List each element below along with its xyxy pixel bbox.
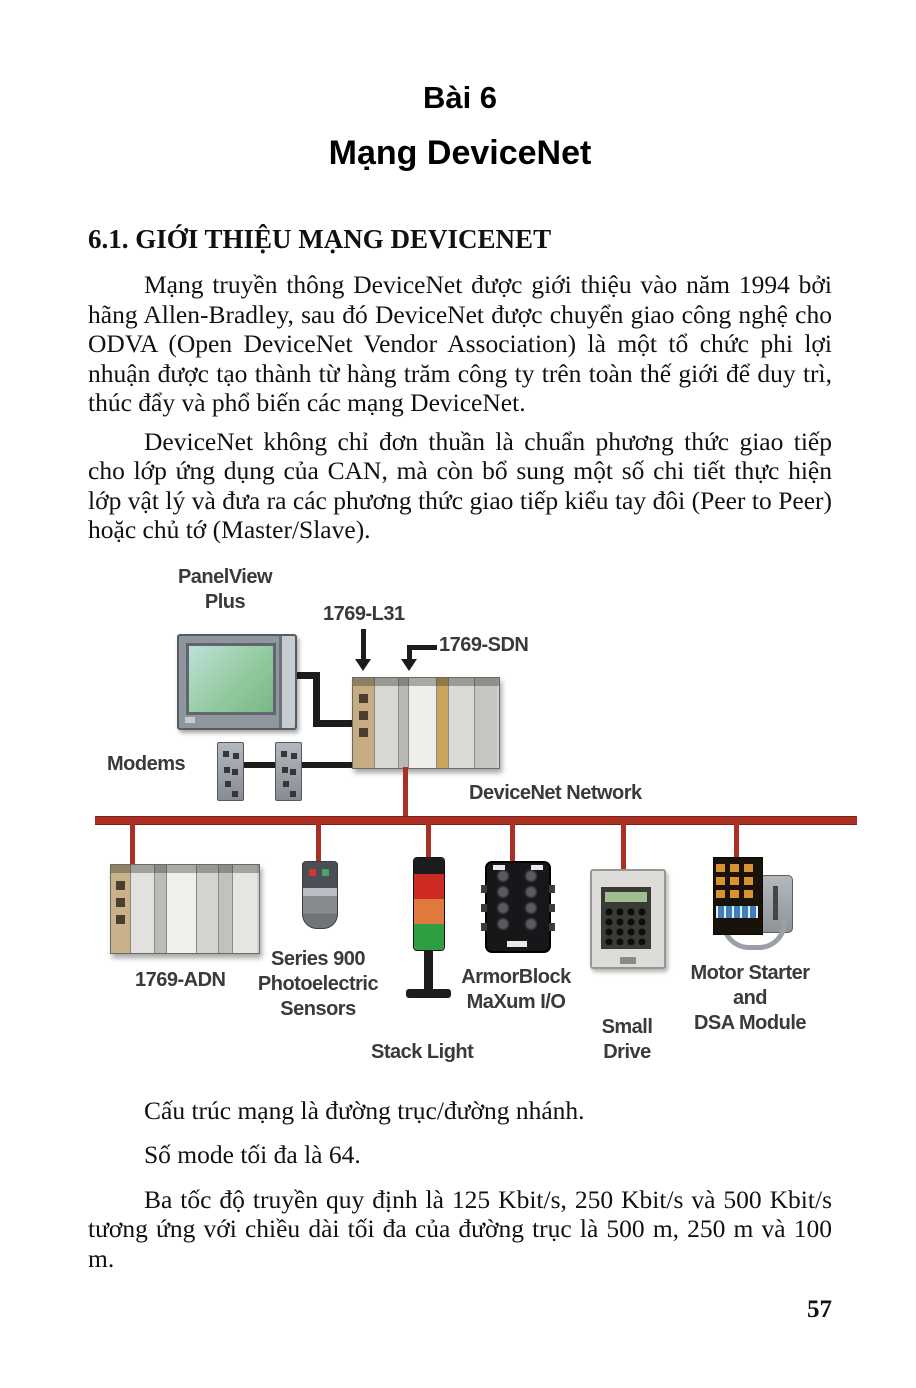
- sdn-label: 1769-SDN: [439, 633, 529, 656]
- rack-module: [219, 865, 233, 953]
- rack-module: [155, 865, 167, 953]
- l31-arrow-line: [361, 629, 366, 661]
- modem-link-cable: [242, 762, 275, 768]
- rack-module: [409, 678, 437, 768]
- devicenet-network-label: DeviceNet Network: [469, 781, 642, 804]
- rack-module: [437, 678, 449, 768]
- note-max-nodes: Số mode tối đa là 64.: [144, 1140, 361, 1169]
- plc-rack-device: [352, 677, 500, 769]
- branch-drop-line: [510, 824, 515, 861]
- stack-light-label: Stack Light: [371, 1040, 474, 1063]
- paragraph-intro: Mạng truyền thông DeviceNet được giới thiệu vào năm 1994 bởi hãng Allen-Bradley, sau đó DeviceNet được chuyển giao công nghệ cho ODVA (Open DeviceNet Vendor Association) là một tổ chức phi lợi nhuận được tạo thành từ hàng trăm công ty trên toàn thế giới để duy trì, thúc đẩy và phổ biến các mạng DeviceNet.: [88, 270, 832, 417]
- paragraph-can: DeviceNet không chỉ đơn thuần là chuẩn phương thức giao tiếp cho lớp ứng dụng của CAN, mà còn bổ sung một số chi tiết thực hiện lớp vật lý và đưa ra các phương thức giao tiếp kiểu tay đôi (Peer to Peer) hoặc chủ tớ (Master/Slave).: [88, 426, 832, 544]
- l31-label: 1769-L31: [323, 602, 405, 625]
- motor-starter-label-line2: and: [732, 986, 768, 1009]
- sensor-leds: [309, 869, 316, 876]
- modem-device: [275, 742, 302, 801]
- armorblock-connectors: [523, 868, 540, 932]
- small-drive-label-line1: Small: [601, 1015, 653, 1038]
- armorblock-slot: [531, 865, 543, 870]
- branch-drop-line: [130, 824, 135, 864]
- modem-device: [217, 742, 244, 801]
- section-heading: 6.1. GIỚI THIỆU MẠNG DEVICENET: [88, 224, 552, 254]
- dsa-module-slot: [773, 886, 778, 920]
- modems-label: Modems: [107, 752, 186, 775]
- rack-vents: [116, 881, 125, 890]
- devicenet-trunk-line: [95, 817, 857, 824]
- motor-starter-blue-stripe: [716, 906, 758, 918]
- branch-drop-line: [316, 824, 321, 861]
- panelview-button: [185, 717, 195, 723]
- drive-lcd-display: [605, 892, 647, 902]
- stack-light-device: [413, 857, 445, 951]
- armorblock-slot: [493, 865, 505, 870]
- branch-drop-line: [621, 824, 626, 869]
- stack-light-cap: [414, 858, 444, 874]
- panelview-screen: [186, 643, 276, 715]
- stack-light-pole: [424, 950, 433, 991]
- adn-label: 1769-ADN: [135, 968, 226, 991]
- rack-power-module: [111, 865, 131, 953]
- small-drive-label-line2: Drive: [603, 1040, 651, 1063]
- motor-starter-label: [685, 961, 815, 1036]
- armorblock-label-line2: MaXum I/O: [466, 990, 566, 1013]
- armorblock-side-ports: [549, 875, 555, 931]
- stack-light-base: [406, 989, 451, 998]
- armorblock-label-line1: ArmorBlock: [461, 965, 571, 988]
- lesson-title: Bài 6: [422, 80, 498, 115]
- photoelectric-sensor-device: [302, 861, 338, 929]
- stack-light-red-segment: [414, 874, 444, 899]
- panelview-label-line1: PanelView: [177, 565, 273, 588]
- modem-leds: [223, 751, 229, 757]
- series900-label-line2: Photoelectric: [257, 972, 379, 995]
- panelview-label: [145, 565, 305, 615]
- rack-module: [167, 865, 197, 953]
- armorblock-label: [451, 965, 581, 1015]
- rack-module: [475, 678, 497, 768]
- armorblock-side-ports: [481, 875, 487, 931]
- branch-drop-line: [734, 824, 739, 857]
- motor-starter-device: [713, 857, 763, 935]
- sdn-arrow-icon: [401, 659, 417, 671]
- rack-module: [399, 678, 409, 768]
- sdn-trunk-drop: [403, 767, 408, 817]
- adn-rack-device: [110, 864, 260, 954]
- note-topology: Cấu trúc mạng là đường trục/đường nhánh.: [144, 1095, 585, 1125]
- modem-plc-cable: [300, 762, 353, 768]
- rack-module: [233, 865, 257, 953]
- drive-port: [620, 957, 636, 964]
- series900-label-line1: Series 900: [271, 947, 365, 970]
- devicenet-network-figure: [85, 559, 867, 1071]
- monitor-cable-segment: [313, 672, 320, 727]
- rack-module: [375, 678, 399, 768]
- motor-starter-terminals: [716, 860, 758, 898]
- modem-leds: [281, 751, 287, 757]
- small-drive-label: [590, 1015, 664, 1065]
- page-number: 57: [807, 1296, 832, 1323]
- rack-vents: [359, 694, 368, 703]
- motor-starter-label-line3: DSA Module: [693, 1011, 807, 1034]
- rack-module: [197, 865, 219, 953]
- small-drive-device: [590, 869, 666, 969]
- series900-label-line3: Sensors: [280, 997, 356, 1020]
- l31-arrow-icon: [355, 659, 371, 671]
- drive-keypad-panel: [601, 887, 651, 949]
- motor-starter-label-line1: Motor Starter: [690, 961, 810, 984]
- note-baud-rates: Ba tốc độ truyền quy định là 125 Kbit/s, 250 Kbit/s và 500 Kbit/s tương ứng với chiều dài tối đa của đường trục là 500 m, 250 m và 100 m.: [88, 1184, 832, 1273]
- lesson-subtitle: Mạng DeviceNet: [328, 134, 592, 172]
- rack-power-module: [353, 678, 375, 768]
- armorblock-connectors: [495, 868, 512, 932]
- drive-keys: [604, 907, 648, 945]
- rack-module: [449, 678, 475, 768]
- monitor-cable-segment: [313, 720, 353, 727]
- panelview-device: [177, 634, 297, 730]
- rack-module: [131, 865, 155, 953]
- series900-label: [233, 947, 403, 1022]
- stack-light-orange-segment: [414, 899, 444, 924]
- armorblock-device: [485, 861, 551, 953]
- branch-drop-line: [426, 824, 431, 857]
- armorblock-slot: [507, 941, 527, 947]
- panelview-label-line2: Plus: [204, 590, 246, 613]
- stack-light-green-segment: [414, 924, 444, 950]
